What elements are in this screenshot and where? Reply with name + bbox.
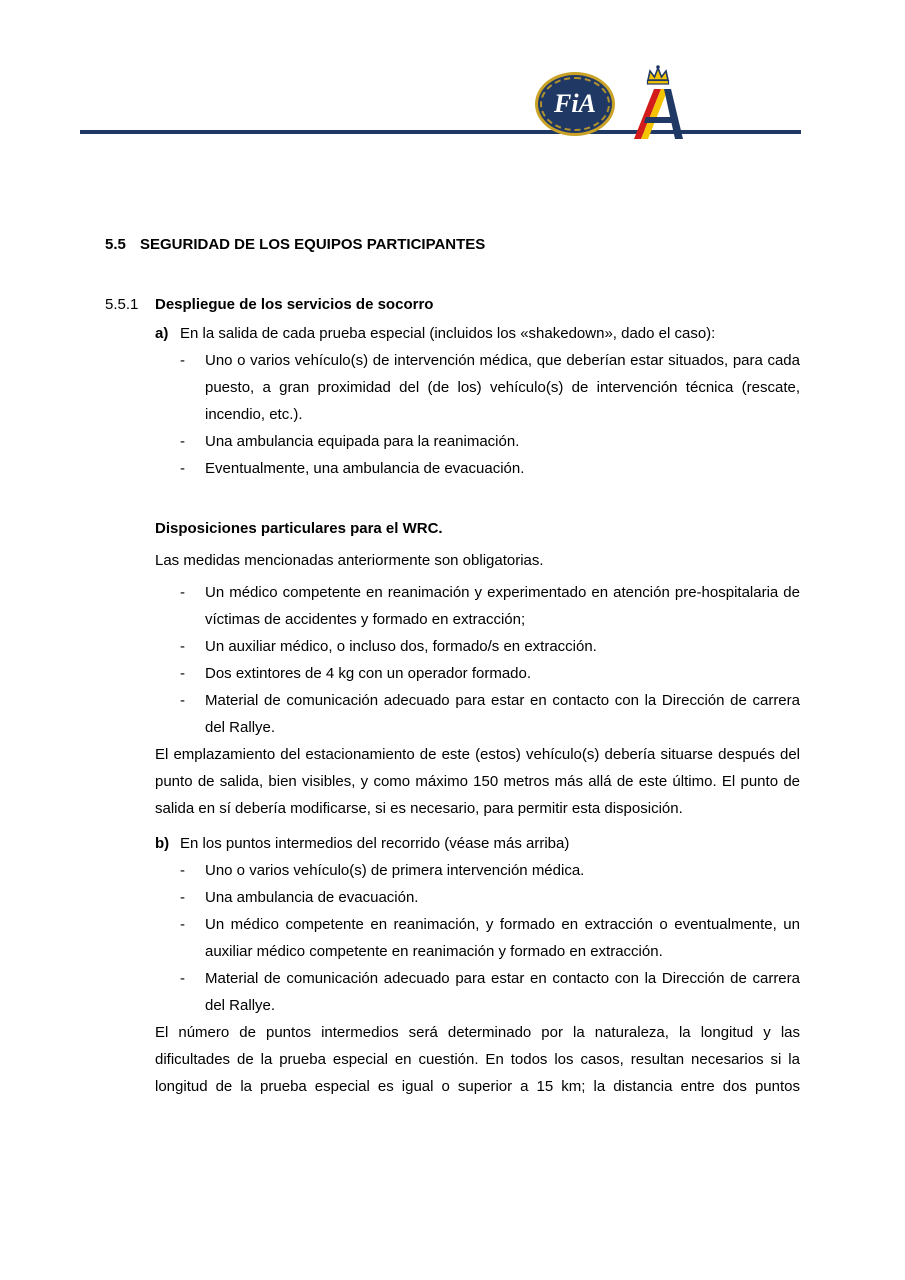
paragraph-puntos-intermedios: El número de puntos intermedios será determinado por la naturaleza, la longitud y las dificultades de la prueba especial en cuestión. En todos los casos, resultan necesarios si la longitud de la prueba especial es igual o superior a 15 km; la distancia entre dos puntos [155, 1024, 800, 1095]
item-a [155, 320, 800, 347]
list-item-text: Una ambulancia de evacuación. [205, 889, 419, 906]
item-b-text: En los puntos intermedios del recorrido (véase más arriba) [180, 835, 570, 852]
fia-logo-text: FiA [554, 89, 596, 118]
paragraph-emplazamiento: El emplazamiento del estacionamiento de este (estos) vehículo(s) debería situarse después del punto de salida, bien visibles, y como máximo 150 metros más allá de este último. El punto de salida en sí debería modificarse, si es necesario, para permitir esta disposición. [155, 746, 800, 817]
list-item [180, 965, 800, 1019]
list-item [180, 579, 800, 633]
list-item [180, 428, 800, 455]
subsection-title: Despliegue de los servicios de socorro [155, 296, 434, 313]
subsection-5-5-1-heading [105, 291, 800, 318]
list-b [180, 857, 800, 1019]
list-item [180, 633, 800, 660]
list-item [180, 884, 800, 911]
list-item [180, 660, 800, 687]
list-item-text: Material de comunicación adecuado para estar en contacto con la Dirección de carrera del Rallye. [205, 970, 800, 1014]
list-item [180, 687, 800, 741]
dash-marker: - [180, 665, 185, 682]
list-item-text: Una ambulancia equipada para la reanimación. [205, 433, 520, 450]
dash-marker: - [180, 638, 185, 655]
list-item-text: Uno o varios vehículo(s) de primera intervención médica. [205, 862, 585, 879]
list-item [180, 347, 800, 428]
list-item-text: Material de comunicación adecuado para estar en contacto con la Dirección de carrera del Rallye. [205, 692, 800, 736]
list-item [180, 455, 800, 482]
list-a [180, 347, 800, 482]
list-item-text: Un médico competente en reanimación, y formado en extracción o eventualmente, un auxiliar médico competente en reanimación y formado en extracción. [205, 916, 800, 960]
dash-marker: - [180, 862, 185, 879]
item-b [155, 830, 800, 857]
list-item-text: Eventualmente, una ambulancia de evacuación. [205, 460, 525, 477]
list-item-text: Un médico competente en reanimación y experimentado en atención pre-hospitalaria de víctimas de accidentes y formado en extracción; [205, 584, 800, 628]
dash-marker: - [180, 352, 185, 369]
list-wrc [180, 579, 800, 741]
item-a-label: a) [155, 325, 169, 342]
wrc-heading: Disposiciones particulares para el WRC. [155, 520, 443, 537]
dash-marker: - [180, 692, 185, 709]
wrc-intro: Las medidas mencionadas anteriormente son obligatorias. [155, 552, 544, 569]
section-title: SEGURIDAD DE LOS EQUIPOS PARTICIPANTES [140, 236, 486, 253]
dash-marker: - [180, 916, 185, 933]
dash-marker: - [180, 970, 185, 987]
dash-marker: - [180, 460, 185, 477]
list-item-text: Un auxiliar médico, o incluso dos, formado/s en extracción. [205, 638, 597, 655]
list-item-text: Uno o varios vehículo(s) de intervención médica, que deberían estar situados, para cada puesto, a gran proximidad del (de los) vehículo(s) de intervención técnica (rescate, incendio, etc.). [205, 352, 800, 423]
section-5-5-heading [105, 231, 800, 258]
dash-marker: - [180, 433, 185, 450]
subsection-number: 5.5.1 [105, 296, 139, 313]
section-number: 5.5 [105, 236, 126, 253]
list-item [180, 857, 800, 884]
list-item [180, 911, 800, 965]
item-b-label: b) [155, 835, 170, 852]
dash-marker: - [180, 584, 185, 601]
header-rule [80, 130, 801, 134]
dash-marker: - [180, 889, 185, 906]
list-item-text: Dos extintores de 4 kg con un operador formado. [205, 665, 532, 682]
spanish-federation-logo [629, 63, 687, 141]
item-a-text: En la salida de cada prueba especial (incluidos los «shakedown», dado el caso): [180, 325, 716, 342]
fia-logo [535, 72, 615, 136]
